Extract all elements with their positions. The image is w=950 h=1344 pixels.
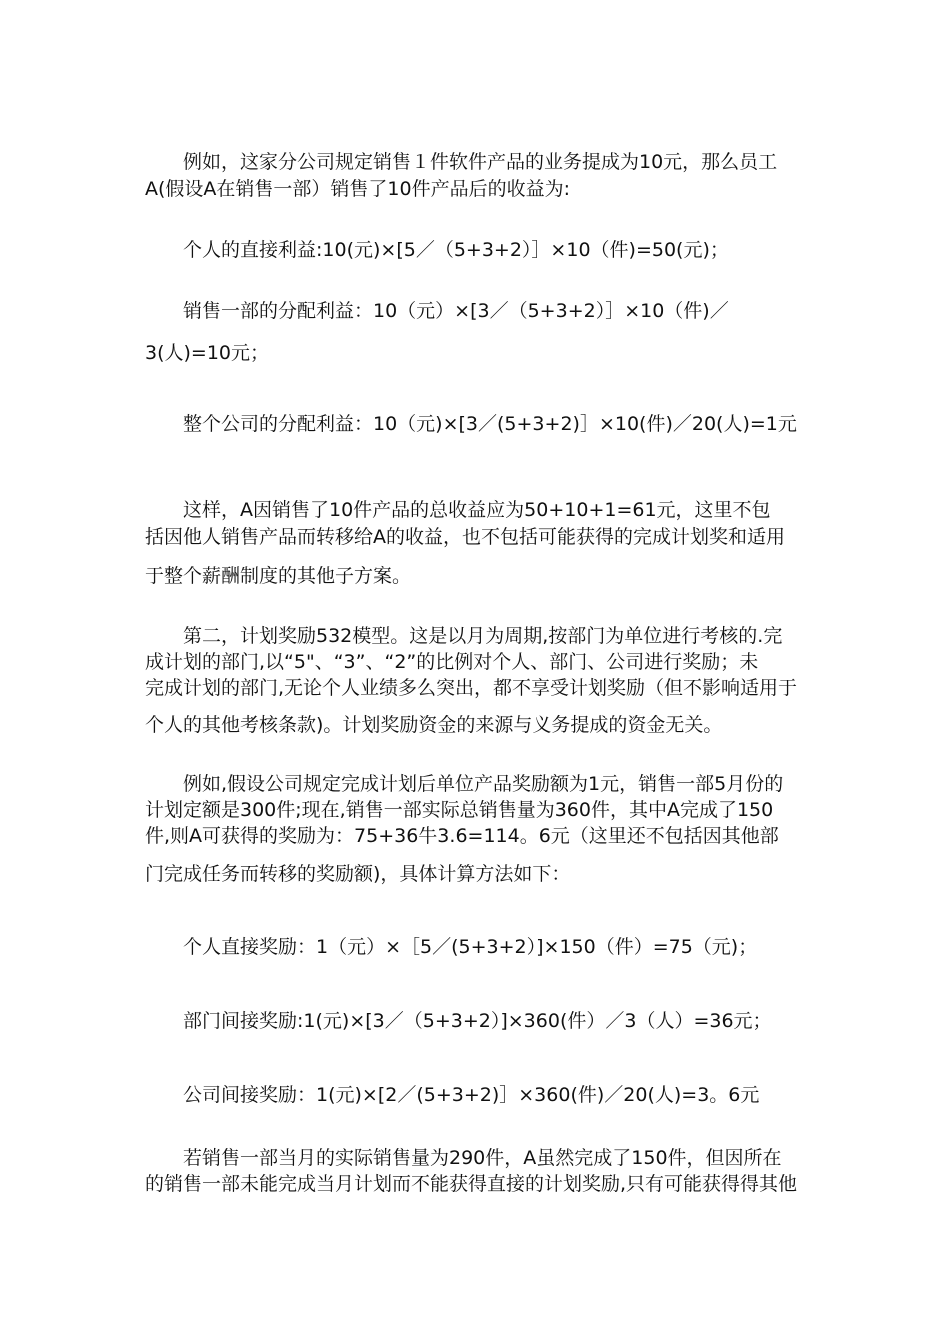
text-line-3: 个人的直接利益:10(元)×[5／（5+3+2）］×10（件)=50(元)； (183, 239, 729, 261)
text-line-11: 成计划的部门,以“5"、“3”、“2”的比例对个人、部门、公司进行奖励；未 (145, 651, 759, 673)
text-line-4: 销售一部的分配利益：10（元）×[3／（5+3+2）］×10（件)／ (183, 300, 729, 322)
text-line-2: A(假设A在销售一部）销售了10件产品后的收益为: (145, 178, 570, 200)
text-line-21: 若销售一部当月的实际销售量为290件，A虽然完成了150件，但因所在 (183, 1147, 782, 1169)
text-line-14: 例如,假设公司规定完成计划后单位产品奖励额为1元，销售一部5月份的 (183, 773, 784, 795)
text-line-10: 第二，计划奖励532模型。这是以月为周期,按部门为单位进行考核的.完 (183, 625, 783, 647)
text-line-7: 这样，A因销售了10件产品的总收益应为50+10+1=61元，这里不包 (183, 499, 771, 521)
text-line-16: 件,则A可获得的奖励为：75+36牛3.6=114。6元（这里还不包括因其他部 (145, 825, 779, 847)
text-line-6: 整个公司的分配利益：10（元)×[3／(5+3+2)］×10(件)／20(人)=1元 (183, 413, 797, 435)
text-line-22: 的销售一部未能完成当月计划而不能获得直接的计划奖励,只有可能获得得其他 (145, 1173, 798, 1195)
text-line-20: 公司间接奖励：1(元)×[2／(5+3+2)］×360(件)／20(人)=3。6元 (183, 1084, 760, 1106)
text-line-15: 计划定额是300件;现在,销售一部实际总销售量为360件，其中A完成了150 (145, 799, 774, 821)
text-line-19: 部门间接奖励:1(元)×[3／（5+3+2）]×360(件）／3（人）=36元； (183, 1010, 772, 1032)
text-line-17: 门完成任务而转移的奖励额)，具体计算方法如下： (145, 863, 571, 885)
text-line-5: 3(人)=10元； (145, 342, 270, 364)
text-line-9: 于整个薪酬制度的其他子方案。 (145, 565, 412, 587)
text-line-8: 括因他人销售产品而转移给A的收益，也不包括可能获得的完成计划奖和适用 (145, 526, 785, 548)
text-line-13: 个人的其他考核条款)。计划奖励资金的来源与义务提成的资金无关。 (145, 714, 723, 736)
text-line-18: 个人直接奖励：1（元）×［5／(5+3+2）]×150（件）=75（元)； (183, 936, 758, 958)
text-line-1: 例如，这家分公司规定销售１件软件产品的业务提成为10元，那么员工 (183, 151, 778, 173)
text-line-12: 完成计划的部门,无论个人业绩多么突出，都不享受计划奖励（但不影响适用于 (145, 677, 798, 699)
